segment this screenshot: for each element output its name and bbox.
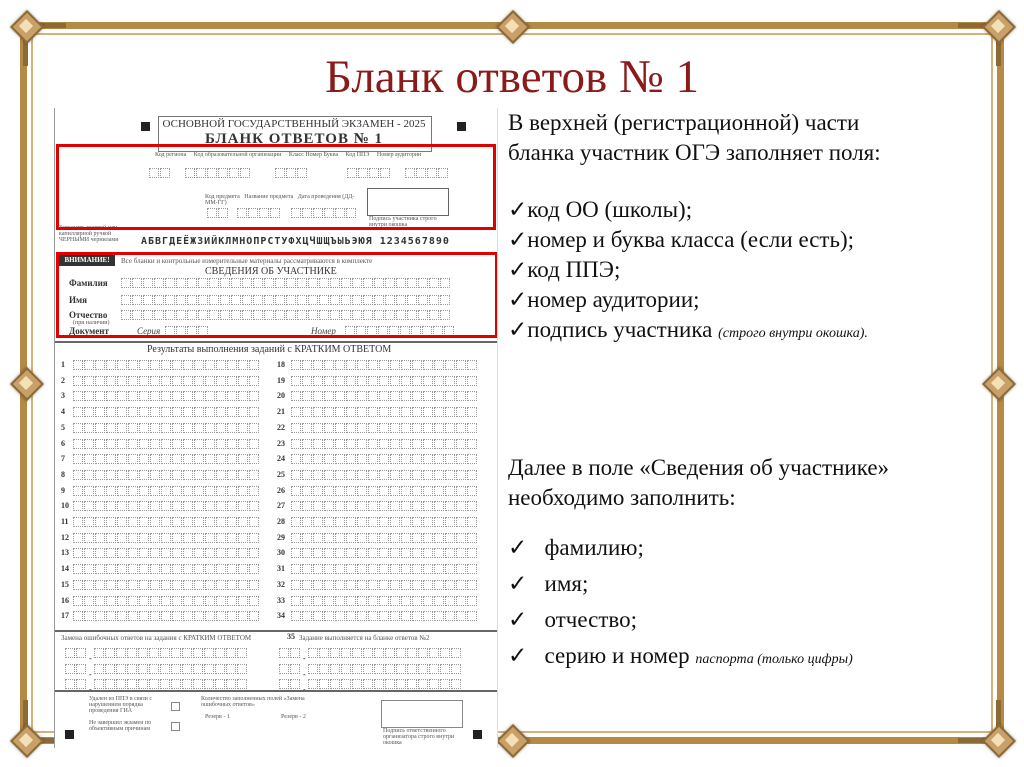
answer-row xyxy=(291,454,478,465)
removed-label: Удален из ППЭ в связи с нарушением порядка проведения ГИА xyxy=(89,696,153,714)
task-number: 1 xyxy=(61,360,65,369)
warning-label: ВНИМАНИЕ! xyxy=(59,255,115,266)
intro-text xyxy=(508,108,988,168)
task-number: 32 xyxy=(277,579,285,589)
answer-row xyxy=(291,423,478,434)
patronymic-label: Отчество xyxy=(69,310,108,320)
task-number: 7 xyxy=(61,454,65,464)
task-number: 11 xyxy=(61,517,69,526)
check-icon: ✓ xyxy=(508,571,528,596)
list-item-text: подпись участника xyxy=(527,317,713,342)
task-number: 18 xyxy=(277,360,285,369)
task-number: 5 xyxy=(61,422,65,432)
marker-square xyxy=(65,730,74,739)
registration-field-list xyxy=(508,195,988,349)
not-finished-checkbox xyxy=(171,722,180,731)
column-labels: Код региона Код образовательной организации Класс Номер Буква Код ППЭ Номер аудитории xyxy=(155,152,422,158)
list-item xyxy=(508,602,988,638)
task-number: 33 xyxy=(277,595,285,605)
task-number: 26 xyxy=(277,485,285,495)
task-number: 29 xyxy=(277,532,285,542)
results-title: Результаты выполнения заданий с КРАТКИМ ОТВЕТОМ xyxy=(147,344,392,355)
participant-title: СВЕДЕНИЯ ОБ УЧАСТНИКЕ xyxy=(205,266,337,277)
task-number: 20 xyxy=(277,391,285,401)
task-number: 16 xyxy=(61,595,69,605)
check-icon: ✓ xyxy=(508,227,528,252)
answer-row xyxy=(291,501,478,512)
organizer-signature-box xyxy=(381,700,463,728)
task-number: 34 xyxy=(277,611,285,621)
list-item xyxy=(508,638,988,678)
answer-row xyxy=(73,486,260,497)
divider xyxy=(55,341,497,343)
replace-row: - xyxy=(279,664,462,675)
answer-row xyxy=(73,533,260,544)
answer-row xyxy=(73,548,260,559)
list-item-text: номер и буква класса (если есть); xyxy=(527,227,855,252)
answer-row xyxy=(73,611,260,622)
sample-label: Заполнять гелевой или капиллярной ручкой ЧЕРНЫМИ чернилами xyxy=(59,225,119,243)
task-number: 17 xyxy=(61,611,69,621)
answer-row xyxy=(291,517,478,528)
check-icon: ✓ xyxy=(508,607,528,632)
check-icon: ✓ xyxy=(508,287,528,312)
surname-label: Фамилия xyxy=(69,278,108,288)
task-number: 23 xyxy=(277,438,285,448)
removed-checkbox xyxy=(171,702,180,711)
answer-row xyxy=(73,423,260,434)
answer-row xyxy=(73,360,260,371)
answer-row xyxy=(73,580,260,591)
participant-highlight xyxy=(56,252,498,338)
task-number: 10 xyxy=(61,501,69,511)
answer-row xyxy=(291,391,478,402)
check-icon: ✓ xyxy=(508,535,528,560)
document-label: Документ xyxy=(69,326,109,336)
answer-row xyxy=(73,454,260,465)
next-text xyxy=(508,453,988,513)
answer-row xyxy=(291,611,478,622)
task-number: 8 xyxy=(61,469,65,479)
list-item xyxy=(508,195,988,225)
answer-row xyxy=(73,407,260,418)
task35-text: Задание выполняется на бланке ответов №2 xyxy=(299,634,430,642)
task-number: 9 xyxy=(61,485,65,495)
answer-row xyxy=(73,391,260,402)
number-label: Номер xyxy=(311,326,336,336)
count-label: Количество заполненных полей «Замена ошибочных ответов» xyxy=(201,696,305,708)
answer-row xyxy=(291,439,478,450)
participant-field-list xyxy=(508,530,988,678)
task-number: 19 xyxy=(277,375,285,385)
task-number: 14 xyxy=(61,564,69,574)
answer-row xyxy=(291,596,478,607)
list-item-text: номер аудитории; xyxy=(527,287,700,312)
replace-row xyxy=(65,679,248,690)
list-item xyxy=(508,530,988,566)
task-number: 28 xyxy=(277,517,285,526)
replace-row xyxy=(279,679,462,690)
answer-row xyxy=(73,376,260,387)
answer-row xyxy=(291,407,478,418)
list-item-text: код ППЭ; xyxy=(527,257,621,282)
task-number: 3 xyxy=(61,391,65,401)
patronymic-note: (при наличии) xyxy=(73,320,110,326)
list-item xyxy=(508,285,988,315)
task-number: 13 xyxy=(61,548,69,558)
check-icon: ✓ xyxy=(508,197,528,222)
alphabet-sample: АБВГДЕЁЖЗИЙКЛМНОПРСТУФХЦЧШЩЪЫЬЭЮЯ 1234567890 xyxy=(141,236,450,247)
intro-line-2: бланка участник ОГЭ заполняет поля: xyxy=(508,140,881,165)
task-number: 21 xyxy=(277,407,285,417)
not-finished-label: Не завершил экзамен по объективным причинам xyxy=(89,720,152,732)
task-number: 22 xyxy=(277,422,285,432)
replace-title: Замена ошибочных ответов на задания с КРАТКИМ ОТВЕТОМ xyxy=(61,634,252,642)
subject-labels: Код предмета Название предмета Дата проведения (ДД-ММ-ГГ) xyxy=(205,194,355,206)
answer-row xyxy=(291,360,478,371)
divider xyxy=(55,630,497,632)
list-item-note: паспорта (только цифры) xyxy=(695,652,853,667)
replace-row: - xyxy=(65,664,248,675)
task35-number: 35 xyxy=(287,632,295,641)
exam-title: ОСНОВНОЙ ГОСУДАРСТВЕННЫЙ ЭКЗАМЕН - 2025 xyxy=(162,118,426,130)
signature-label: Подпись участника строго внутри окошка xyxy=(369,216,437,228)
task-number: 15 xyxy=(61,579,69,589)
task-number: 12 xyxy=(61,532,69,542)
list-item-text: код ОО (школы); xyxy=(527,197,693,222)
answer-row xyxy=(73,470,260,481)
answer-sheet-image xyxy=(54,108,498,748)
answer-row xyxy=(291,470,478,481)
task-number: 6 xyxy=(61,438,65,448)
list-item xyxy=(508,566,988,602)
list-item-text: фамилию; xyxy=(544,535,644,560)
marker-square xyxy=(473,730,482,739)
answer-row xyxy=(73,501,260,512)
marker-square xyxy=(141,122,150,131)
answer-row xyxy=(291,564,478,575)
reserve-2-label: Резерв - 2 xyxy=(281,714,306,720)
list-item xyxy=(508,255,988,285)
series-label: Серия xyxy=(137,326,161,336)
reserve-1-label: Резерв - 1 xyxy=(205,714,230,720)
list-item xyxy=(508,225,988,255)
task-number: 4 xyxy=(61,407,65,417)
warning-text: Все бланки и контрольные измерительные материалы рассматриваются в комплекте xyxy=(121,257,373,265)
check-icon: ✓ xyxy=(508,317,528,342)
answer-row xyxy=(291,533,478,544)
answer-row xyxy=(73,564,260,575)
next-line-1: Далее в поле «Сведения об участнике» xyxy=(508,455,890,480)
marker-square xyxy=(457,122,466,131)
organizer-signature-label: Подпись ответственного организатора строго внутри окошка xyxy=(383,728,455,746)
replace-row: - xyxy=(65,648,248,659)
intro-line-1: В верхней (регистрационной) части xyxy=(508,110,860,135)
task-number: 2 xyxy=(61,375,65,385)
list-item-text: серию и номер xyxy=(544,643,690,668)
task-number: 31 xyxy=(277,564,285,574)
list-item-text: отчество; xyxy=(544,607,637,632)
list-item-text: имя; xyxy=(544,571,589,596)
task-number: 24 xyxy=(277,454,285,464)
task-number: 27 xyxy=(277,501,285,511)
check-icon: ✓ xyxy=(508,643,528,668)
replace-row: - xyxy=(279,648,462,659)
answer-row xyxy=(73,517,260,528)
divider xyxy=(55,690,497,692)
answer-row xyxy=(291,486,478,497)
task-number: 30 xyxy=(277,548,285,558)
name-label: Имя xyxy=(69,295,87,305)
answer-row xyxy=(291,580,478,591)
list-item-note: (строго внутри окошка). xyxy=(718,326,868,341)
slide-title: Бланк ответов № 1 xyxy=(324,51,700,103)
answer-row xyxy=(73,439,260,450)
answer-row xyxy=(73,596,260,607)
next-line-2: необходимо заполнить: xyxy=(508,485,736,510)
check-icon: ✓ xyxy=(508,257,528,282)
task-number: 25 xyxy=(277,469,285,479)
registration-highlight xyxy=(56,144,496,230)
sheet-title: БЛАНК ОТВЕТОВ № 1 xyxy=(204,131,384,147)
list-item xyxy=(508,315,988,349)
answer-row xyxy=(291,548,478,559)
answer-row xyxy=(291,376,478,387)
